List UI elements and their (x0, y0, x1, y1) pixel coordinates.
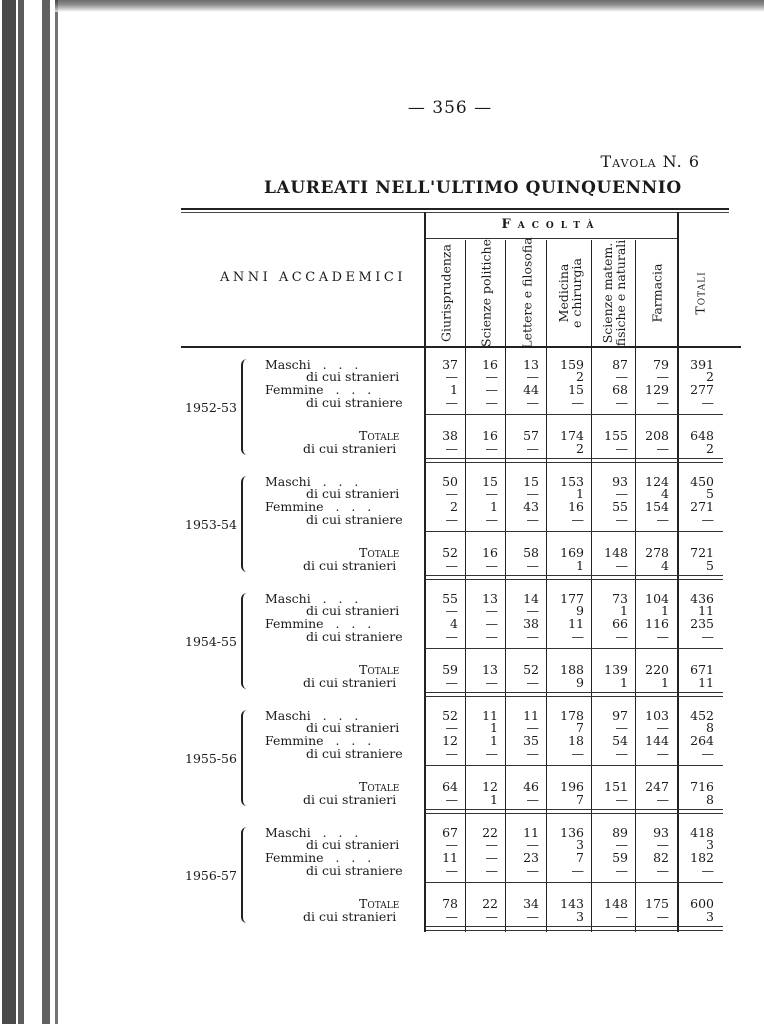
group-header-rule (425, 238, 677, 239)
cell-total: 2 (706, 441, 714, 456)
cell-value: — (485, 746, 498, 761)
cell-value: 59 (612, 850, 628, 865)
cell-total: — (701, 512, 714, 527)
cell-value: 13 (482, 662, 498, 677)
cell-value: — (656, 512, 669, 527)
cell-value: 18 (568, 733, 584, 748)
row-label-femmine: Femmine . . . (265, 616, 372, 631)
top-rule-thin (181, 212, 729, 213)
cell-value: 153 (560, 474, 584, 489)
cell-value: — (571, 629, 584, 644)
cell-value: 22 (482, 825, 498, 840)
cell-value: 22 (482, 896, 498, 911)
cell-value: — (615, 909, 628, 924)
row-label-maschi-stranieri: di cui stranieri (306, 486, 400, 501)
row-label-totale-stranieri: di cui stranieri (303, 792, 397, 807)
cell-value: 15 (523, 474, 539, 489)
cell-value: — (485, 850, 498, 865)
cell-value: — (485, 486, 498, 501)
row-label-maschi: Maschi . . . (265, 708, 359, 723)
cell-value: 104 (645, 591, 669, 606)
total-double-rule (425, 692, 723, 697)
cell-value: 7 (576, 720, 584, 735)
cell-value: 15 (482, 474, 498, 489)
cell-total: — (701, 629, 714, 644)
cell-value: — (615, 629, 628, 644)
cell-value: — (485, 603, 498, 618)
cell-value: 59 (442, 662, 458, 677)
subtotal-rule (425, 414, 723, 415)
cell-total: 5 (706, 558, 714, 573)
cell-value: 7 (576, 792, 584, 807)
row-label-totale-stranieri: di cui stranieri (303, 558, 397, 573)
cell-value: 52 (442, 708, 458, 723)
cell-value: — (485, 863, 498, 878)
cell-total: 182 (690, 850, 714, 865)
cell-value: — (485, 837, 498, 852)
page-top-edge (55, 0, 764, 12)
cell-value: 154 (645, 499, 669, 514)
page-number: — 356 — (407, 98, 493, 118)
cell-value: 188 (560, 662, 584, 677)
cell-total: 418 (690, 825, 714, 840)
column-header (636, 240, 677, 345)
cell-value: — (445, 512, 458, 527)
cell-total: — (701, 395, 714, 410)
total-double-rule (425, 575, 723, 580)
cell-value: — (526, 909, 539, 924)
cell-value: 14 (523, 591, 539, 606)
cell-value: 159 (560, 357, 584, 372)
row-label-femmine: Femmine . . . (265, 499, 372, 514)
cell-total: 271 (690, 499, 714, 514)
cell-value: 1 (490, 733, 498, 748)
cell-total: 235 (690, 616, 714, 631)
cell-total: 2 (706, 369, 714, 384)
cell-value: 11 (482, 708, 498, 723)
cell-value: — (445, 629, 458, 644)
row-label-maschi: Maschi . . . (265, 825, 359, 840)
cell-total: 11 (698, 603, 714, 618)
cell-value: 67 (442, 825, 458, 840)
column-header-totali (677, 240, 722, 345)
cell-value: — (445, 558, 458, 573)
cell-total: 450 (690, 474, 714, 489)
cell-value: — (615, 486, 628, 501)
cell-value: 16 (568, 499, 584, 514)
row-label-femmine-straniere: di cui straniere (306, 746, 403, 761)
cell-value: — (656, 792, 669, 807)
cell-total: 277 (690, 382, 714, 397)
cell-value: 1 (661, 603, 669, 618)
column-header (506, 236, 547, 349)
cell-value: — (445, 603, 458, 618)
year-block (181, 825, 741, 935)
total-double-rule (425, 458, 723, 463)
cell-value: 52 (442, 545, 458, 560)
cell-value: 174 (560, 428, 584, 443)
cell-total: 11 (698, 675, 714, 690)
cell-value: 148 (604, 545, 628, 560)
cell-value: 44 (523, 382, 539, 397)
cell-value: — (485, 629, 498, 644)
cell-value: 11 (568, 616, 584, 631)
cell-value: 1 (576, 558, 584, 573)
academic-year: 1953-54 (185, 517, 237, 532)
row-label-totale: Totale (359, 428, 400, 443)
cell-value: — (615, 369, 628, 384)
cell-value: 148 (604, 896, 628, 911)
cell-value: — (656, 837, 669, 852)
cell-total: 391 (690, 357, 714, 372)
cell-value: — (445, 792, 458, 807)
cell-value: 220 (645, 662, 669, 677)
cell-value: — (526, 837, 539, 852)
cell-value: 11 (523, 708, 539, 723)
row-label-femmine-straniere: di cui straniere (306, 512, 403, 527)
cell-value: 93 (653, 825, 669, 840)
cell-value: 1 (620, 675, 628, 690)
row-label-totale: Totale (359, 545, 400, 560)
cell-total: 5 (706, 486, 714, 501)
subtotal-rule (425, 882, 723, 883)
column-header-label: Farmacia (649, 262, 664, 323)
column-header (592, 240, 636, 345)
cell-value: 55 (612, 499, 628, 514)
cell-value: — (526, 558, 539, 573)
cell-value: — (526, 629, 539, 644)
cell-value: — (445, 863, 458, 878)
cell-value: 23 (523, 850, 539, 865)
cell-value: 143 (560, 896, 584, 911)
cell-total: 716 (690, 779, 714, 794)
cell-total: 3 (706, 909, 714, 924)
row-label-femmine-straniere: di cui straniere (306, 629, 403, 644)
cell-value: 35 (523, 733, 539, 748)
cell-value: 73 (612, 591, 628, 606)
cell-value: — (526, 675, 539, 690)
row-label-femmine-straniere: di cui straniere (306, 863, 403, 878)
cell-value: — (445, 909, 458, 924)
cell-value: 1 (450, 382, 458, 397)
subtotal-rule (425, 648, 723, 649)
brace (241, 710, 251, 806)
row-label-totale-stranieri: di cui stranieri (303, 909, 397, 924)
cell-value: 136 (560, 825, 584, 840)
cell-value: 3 (576, 909, 584, 924)
total-double-rule (425, 926, 723, 931)
academic-year: 1955-56 (185, 751, 237, 766)
column-header-label: Scienze politiche (478, 238, 494, 347)
row-label-maschi: Maschi . . . (265, 591, 359, 606)
cell-value: — (526, 395, 539, 410)
cell-value: 68 (612, 382, 628, 397)
cell-value: — (615, 395, 628, 410)
cell-total: 3 (706, 837, 714, 852)
cell-value: 57 (523, 428, 539, 443)
cell-total: 436 (690, 591, 714, 606)
year-block (181, 591, 741, 701)
cell-value: 278 (645, 545, 669, 560)
brace (241, 359, 251, 455)
cell-value: 2 (576, 441, 584, 456)
cell-value: — (485, 441, 498, 456)
cell-value: 15 (568, 382, 584, 397)
academic-year: 1956-57 (185, 868, 237, 883)
cell-value: 13 (482, 591, 498, 606)
column-header-label: Giurisprudenza (438, 243, 453, 342)
column-header-label: Totali (692, 270, 707, 315)
column-header (425, 240, 466, 345)
top-rule (181, 208, 729, 210)
cell-value: 12 (482, 779, 498, 794)
cell-value: 1 (490, 720, 498, 735)
cell-value: 16 (482, 428, 498, 443)
row-label-totale: Totale (359, 662, 400, 677)
cell-value: 34 (523, 896, 539, 911)
total-double-rule (425, 809, 723, 814)
cell-value: — (615, 837, 628, 852)
cell-value: 50 (442, 474, 458, 489)
cell-value: 46 (523, 779, 539, 794)
cell-value: — (571, 746, 584, 761)
row-header: ANNI ACCADEMICI (220, 270, 407, 285)
cell-value: 4 (661, 558, 669, 573)
cell-value: 1 (620, 603, 628, 618)
cell-value: 175 (645, 896, 669, 911)
row-label-totale-stranieri: di cui stranieri (303, 675, 397, 690)
column-header (466, 240, 506, 345)
cell-value: 16 (482, 357, 498, 372)
row-label-maschi-stranieri: di cui stranieri (306, 369, 400, 384)
cell-value: 38 (442, 428, 458, 443)
cell-value: 97 (612, 708, 628, 723)
cell-value: — (656, 863, 669, 878)
cell-value: — (445, 395, 458, 410)
row-label-femmine: Femmine . . . (265, 382, 372, 397)
cell-value: — (656, 395, 669, 410)
cell-total: 721 (690, 545, 714, 560)
cell-total: 600 (690, 896, 714, 911)
cell-value: — (526, 863, 539, 878)
cell-value: — (445, 746, 458, 761)
cell-value: — (526, 369, 539, 384)
cell-value: 169 (560, 545, 584, 560)
cell-value: 64 (442, 779, 458, 794)
row-label-femmine-straniere: di cui straniere (306, 395, 403, 410)
row-label-totale: Totale (359, 896, 400, 911)
cell-value: — (615, 441, 628, 456)
brace (241, 593, 251, 689)
cell-value: 155 (604, 428, 628, 443)
cell-value: — (656, 746, 669, 761)
cell-value: 139 (604, 662, 628, 677)
column-header-label: Lettere e filosofia (519, 236, 534, 349)
brace (241, 476, 251, 572)
row-label-femmine: Femmine . . . (265, 850, 372, 865)
cell-value: 1 (576, 486, 584, 501)
column-header-label: Medicina e chirurgia (555, 257, 584, 328)
row-label-totale: Totale (359, 779, 400, 794)
cell-total: 8 (706, 720, 714, 735)
cell-value: — (485, 909, 498, 924)
cell-value: 1 (490, 792, 498, 807)
cell-value: — (615, 558, 628, 573)
cell-value: 58 (523, 545, 539, 560)
cell-value: — (656, 720, 669, 735)
row-label-totale-stranieri: di cui stranieri (303, 441, 397, 456)
cell-value: 208 (645, 428, 669, 443)
cell-value: — (526, 746, 539, 761)
cell-value: 129 (645, 382, 669, 397)
cell-value: 11 (523, 825, 539, 840)
header-bottom-rule (181, 346, 741, 348)
brace (241, 827, 251, 923)
table-title: LAUREATI NELL'ULTIMO QUINQUENNIO (264, 178, 682, 198)
cell-value: — (571, 395, 584, 410)
cell-value: 13 (523, 357, 539, 372)
cell-value: — (445, 837, 458, 852)
column-header-label: Scienze matem. fisiche e naturali (600, 239, 628, 346)
cell-value: — (656, 369, 669, 384)
cell-value: — (526, 512, 539, 527)
cell-value: 151 (604, 779, 628, 794)
cell-value: 79 (653, 357, 669, 372)
row-label-maschi-stranieri: di cui stranieri (306, 837, 400, 852)
cell-value: 93 (612, 474, 628, 489)
cell-total: 648 (690, 428, 714, 443)
cell-value: — (615, 792, 628, 807)
cell-value: 12 (442, 733, 458, 748)
cell-value: 7 (576, 850, 584, 865)
cell-value: 87 (612, 357, 628, 372)
row-label-maschi: Maschi . . . (265, 474, 359, 489)
cell-value: 78 (442, 896, 458, 911)
year-block (181, 708, 741, 818)
academic-year: 1952-53 (185, 400, 237, 415)
cell-value: 247 (645, 779, 669, 794)
row-label-femmine: Femmine . . . (265, 733, 372, 748)
cell-value: 196 (560, 779, 584, 794)
cell-value: — (485, 675, 498, 690)
cell-value: 37 (442, 357, 458, 372)
cell-value: — (445, 675, 458, 690)
cell-value: 116 (645, 616, 669, 631)
cell-total: — (701, 746, 714, 761)
cell-value: 3 (576, 837, 584, 852)
cell-value: 89 (612, 825, 628, 840)
column-header (547, 240, 592, 345)
cell-total: 8 (706, 792, 714, 807)
cell-value: 9 (576, 603, 584, 618)
cell-value: — (526, 441, 539, 456)
cell-value: — (445, 720, 458, 735)
row-label-maschi-stranieri: di cui stranieri (306, 720, 400, 735)
cell-value: 103 (645, 708, 669, 723)
cell-total: — (701, 863, 714, 878)
cell-value: — (615, 512, 628, 527)
subtotal-rule (425, 531, 723, 532)
cell-value: — (656, 629, 669, 644)
cell-value: — (485, 382, 498, 397)
cell-value: 2 (576, 369, 584, 384)
cell-value: — (485, 512, 498, 527)
cell-value: 144 (645, 733, 669, 748)
cell-value: 9 (576, 675, 584, 690)
cell-value: — (445, 441, 458, 456)
cell-value: 2 (450, 499, 458, 514)
cell-value: — (615, 863, 628, 878)
cell-total: 264 (690, 733, 714, 748)
cell-value: 4 (450, 616, 458, 631)
cell-value: 43 (523, 499, 539, 514)
cell-value: 66 (612, 616, 628, 631)
cell-value: 52 (523, 662, 539, 677)
cell-value: — (615, 746, 628, 761)
cell-value: 4 (661, 486, 669, 501)
cell-value: 38 (523, 616, 539, 631)
cell-value: 82 (653, 850, 669, 865)
cell-value: — (485, 616, 498, 631)
row-label-maschi-stranieri: di cui stranieri (306, 603, 400, 618)
group-header-facolta: Facoltà (501, 217, 601, 232)
cell-total: 452 (690, 708, 714, 723)
cell-value: 16 (482, 545, 498, 560)
cell-value: 54 (612, 733, 628, 748)
cell-value: — (445, 369, 458, 384)
cell-value: — (526, 720, 539, 735)
cell-value: 1 (490, 499, 498, 514)
cell-value: 177 (560, 591, 584, 606)
cell-value: — (571, 863, 584, 878)
book-binding-edge (0, 0, 62, 1024)
cell-value: — (656, 441, 669, 456)
cell-value: — (526, 792, 539, 807)
subtotal-rule (425, 765, 723, 766)
cell-value: 178 (560, 708, 584, 723)
cell-value: — (571, 512, 584, 527)
academic-year: 1954-55 (185, 634, 237, 649)
cell-value: — (485, 369, 498, 384)
table-label: Tavola N. 6 (600, 152, 700, 171)
cell-value: — (526, 603, 539, 618)
cell-value: — (485, 395, 498, 410)
cell-value: 1 (661, 675, 669, 690)
cell-value: 55 (442, 591, 458, 606)
cell-value: — (445, 486, 458, 501)
cell-value: — (526, 486, 539, 501)
cell-value: — (485, 558, 498, 573)
year-block (181, 474, 741, 584)
cell-value: — (615, 720, 628, 735)
cell-value: 11 (442, 850, 458, 865)
cell-total: 671 (690, 662, 714, 677)
row-label-maschi: Maschi . . . (265, 357, 359, 372)
cell-value: 124 (645, 474, 669, 489)
cell-value: — (656, 909, 669, 924)
year-block (181, 357, 741, 467)
